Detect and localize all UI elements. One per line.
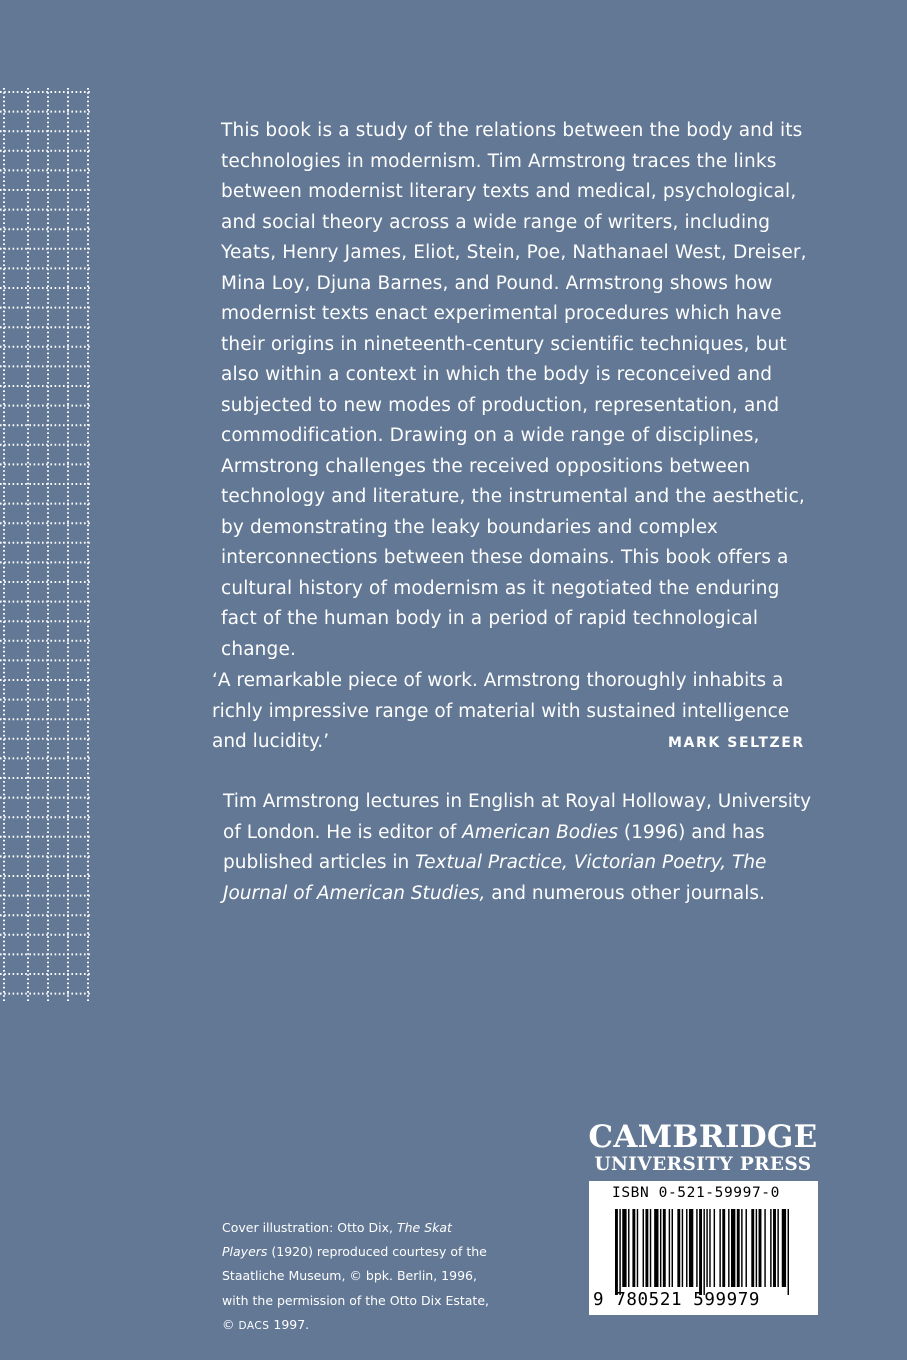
credit-text-3: 1997.	[269, 1316, 310, 1332]
review-attribution: MARK SELTZER	[668, 735, 805, 751]
publisher-logo	[588, 1120, 818, 1176]
isbn-label: ISBN 0-521-59997-0	[612, 1185, 780, 1201]
book-description: This book is a study of the relations between the body and its technologies in modernism. Tim Armstrong traces the links between modernist literary texts and medical, psychological, and social theory across a wide range of writers, including Yeats, Henry James, Eliot, Stein, Poe, Nathanael West, Dreiser, Mina Loy, Djuna Barnes, and Pound. Armstrong shows how modernist texts enact experimental procedures which have their origins in nineteenth-century scientific techniques, but also within a context in which the body is reconceived and subjected to new modes of production, representation, and commodification. Drawing on a wide range of disciplines, Armstrong challenges the received oppositions between technology and literature, the instrumental and the aesthetic, by demonstrating the leaky boundaries and complex interconnections between these domains. This book offers a cultural history of modernism as it negotiated the enduring fact of the human body in a period of rapid technological change.	[221, 120, 807, 660]
dotted-grid-pattern-icon	[0, 0, 95, 1010]
publisher-name: CAMBRIDGE	[588, 1119, 818, 1155]
credit-dacs: DACS	[238, 1319, 270, 1332]
cover-credit	[222, 1216, 492, 1338]
bio-title-2: Textual Practice, Victorian Poetry, The Journal of American Studies,	[223, 852, 767, 904]
author-bio	[223, 787, 823, 909]
barcode-digits: 9 780521 599979	[593, 1290, 761, 1310]
bio-title-1: American Bodies	[462, 821, 618, 843]
credit-text-2: (1920) reproduced courtesy of the Staatliche Museum, © bpk. Berlin, 1996, with the permission of the Otto Dix Estate, ©	[222, 1244, 489, 1332]
bio-text-2: (1996) and has published articles in	[223, 821, 765, 873]
credit-text-1: Cover illustration: Otto Dix,	[222, 1220, 397, 1235]
credit-title: The Skat Players	[222, 1220, 452, 1260]
publisher-subtitle: UNIVERSITY PRESS	[594, 1154, 812, 1175]
review-quote: ‘A remarkable piece of work. Armstrong thoroughly inhabits a richly impressive range of material with sustained intelligence and lucidity.’	[212, 670, 790, 752]
isbn-barcode	[589, 1181, 818, 1315]
bio-text-3: and numerous other journals.	[485, 882, 765, 904]
bio-text-1: Tim Armstrong lectures in English at Royal Holloway, University of London. He is editor of	[223, 791, 812, 843]
